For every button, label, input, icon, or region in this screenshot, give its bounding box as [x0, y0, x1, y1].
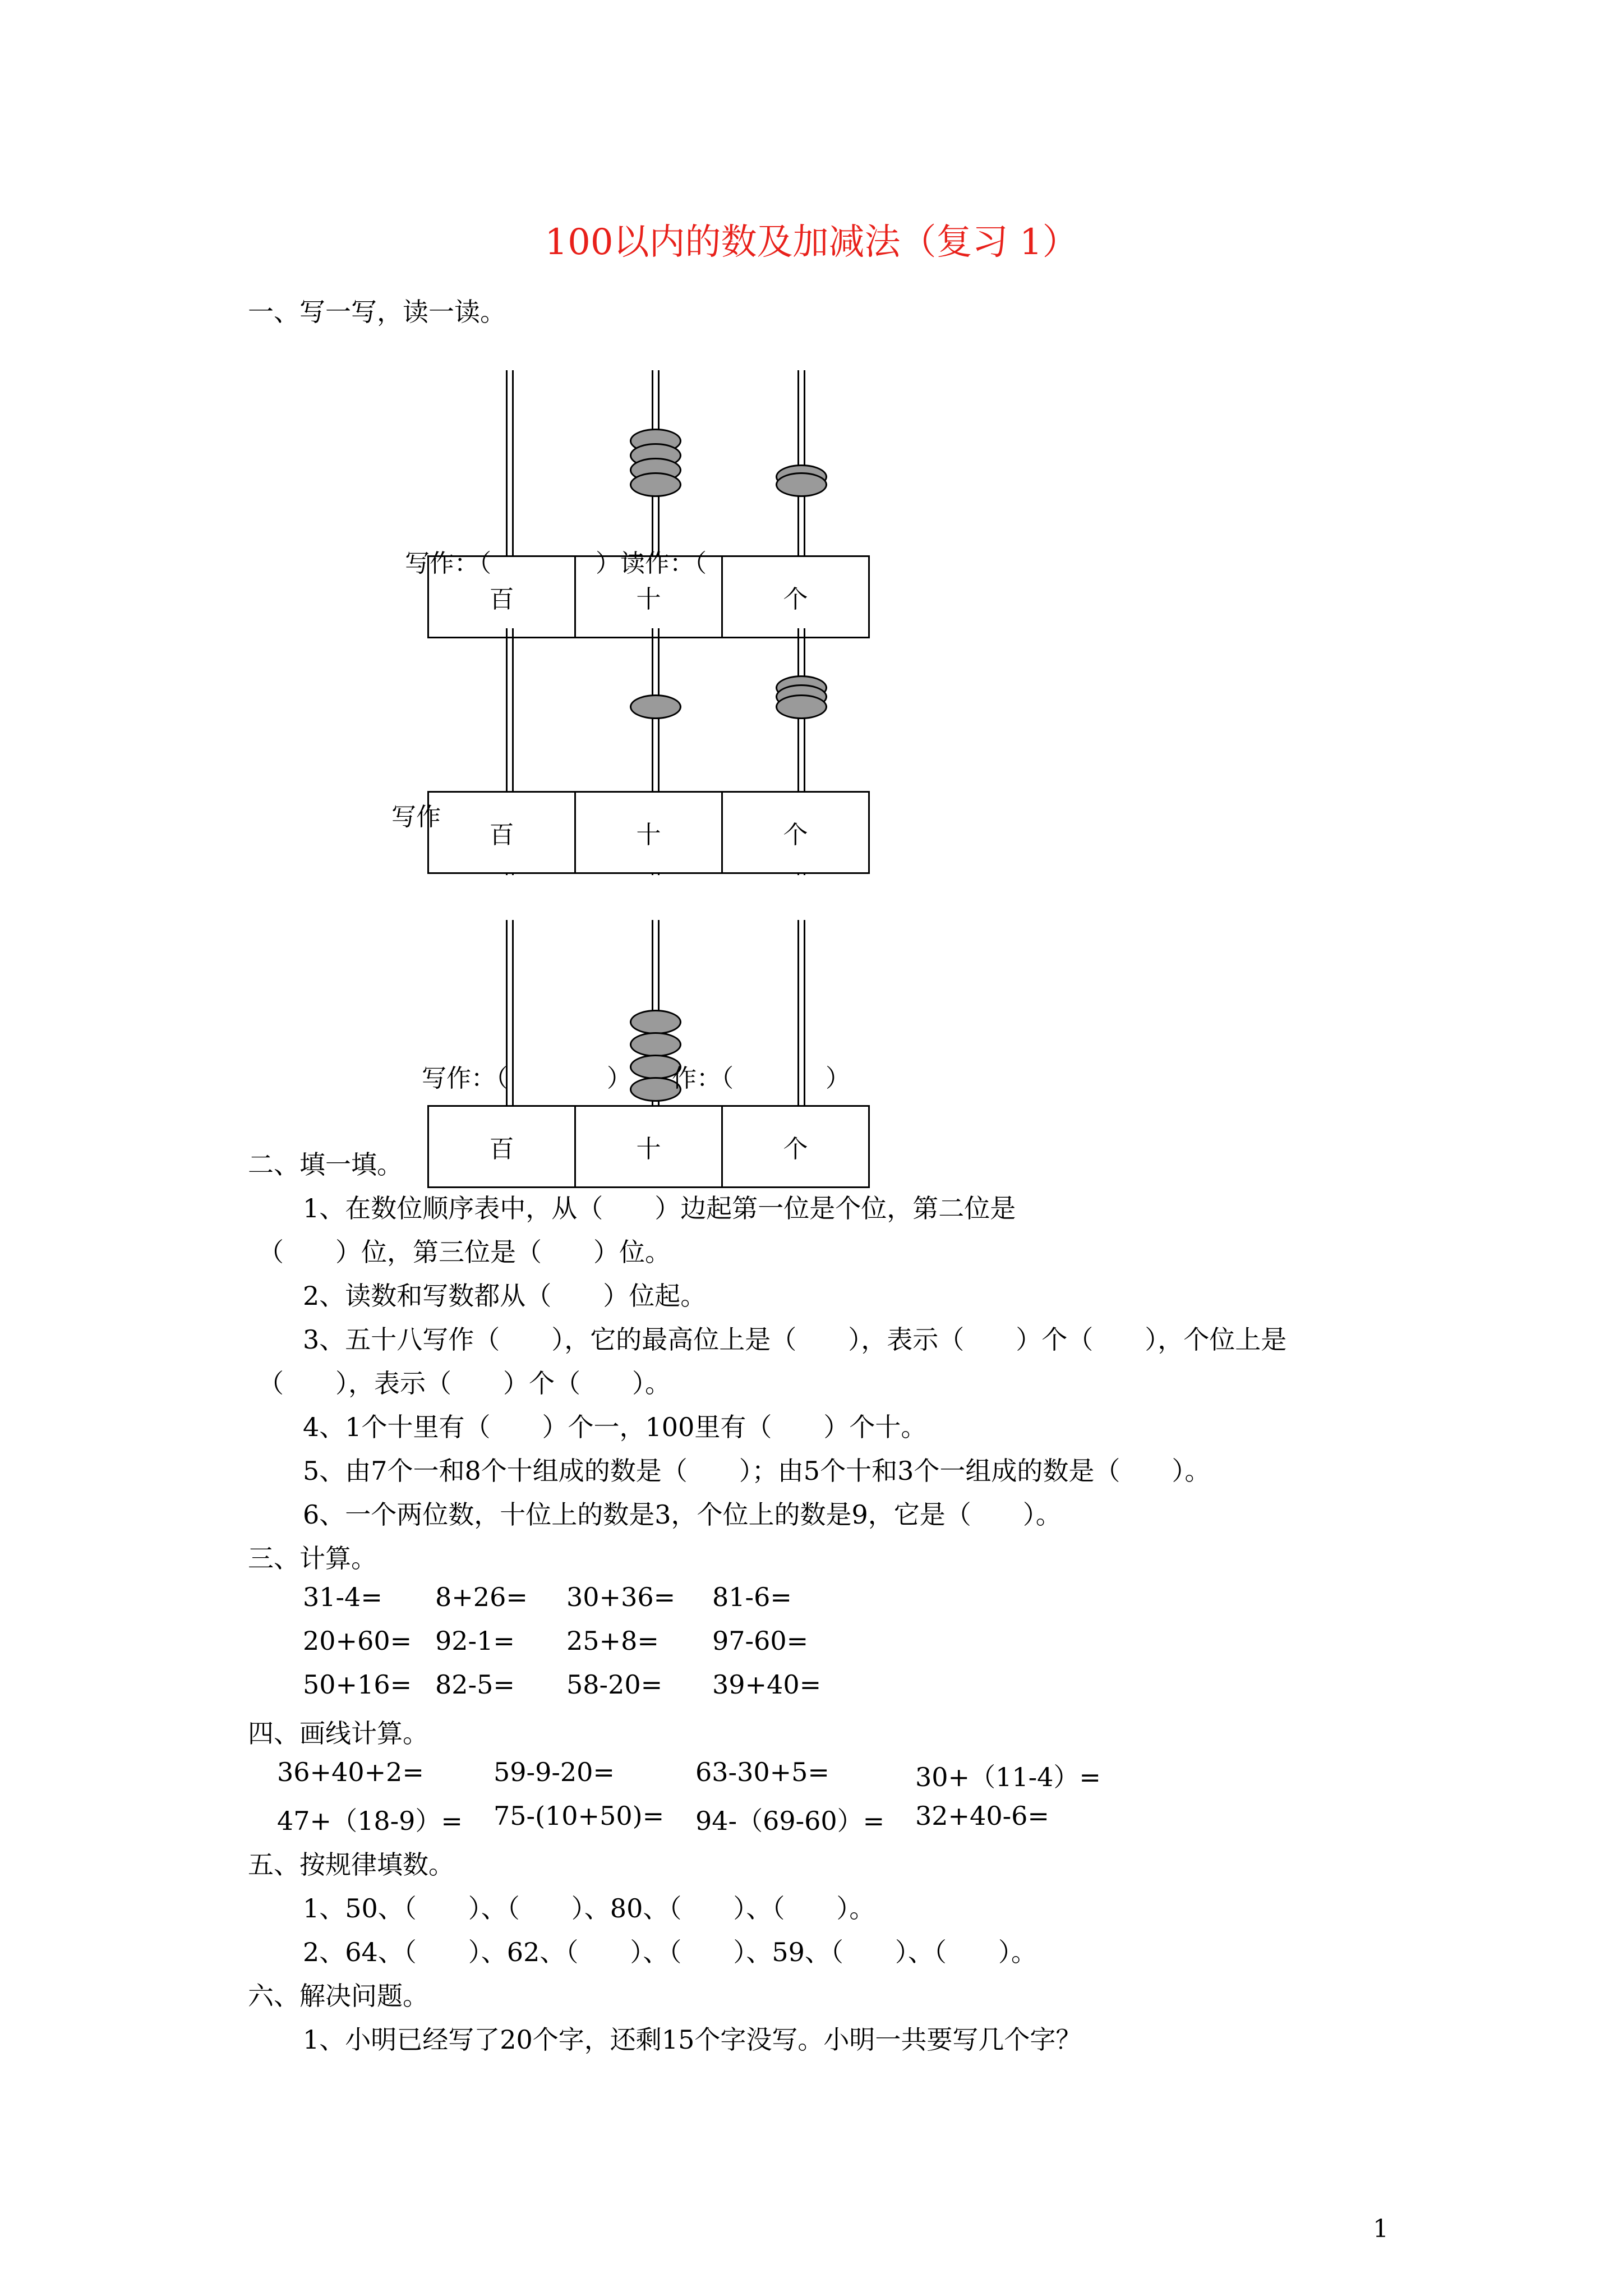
pattern-item-1: 1、50、（ ）、（ ）、80、（ ）、（ ）。	[303, 1893, 875, 1924]
bead	[630, 1032, 681, 1057]
abacus-2	[427, 628, 988, 875]
section6-heading: 六、解决问题。	[248, 1981, 428, 2011]
fill-item-3a: 3、五十八写作（ ），它的最高位上是（ ），表示（ ）个（ ），个位上是	[303, 1324, 1287, 1355]
section1-heading: 一、写一写，读一读。	[248, 297, 506, 327]
bead	[776, 472, 827, 497]
calc-cell: 97-60=	[712, 1626, 809, 1656]
calc-cell: 20+60=	[303, 1626, 412, 1656]
column-hundreds: 百	[427, 791, 576, 874]
caption-write-3: 写作：（	[422, 1064, 508, 1093]
caption-read-3: 作：（	[672, 1064, 734, 1093]
rod-ones	[797, 920, 805, 1105]
page-number: 1	[1373, 2215, 1389, 2243]
fill-item-5: 5、由7个一和8个十组成的数是（ ）；由5个十和3个一组成的数是（ ）。	[303, 1456, 1211, 1486]
column-hundreds: 百	[427, 555, 576, 638]
calc-cell: 81-6=	[712, 1582, 792, 1612]
line-calc-cell: 59-9-20=	[494, 1757, 615, 1787]
line-calc-cell: 32+40-6=	[915, 1801, 1049, 1831]
calc-cell: 31-4=	[303, 1582, 382, 1612]
bead	[630, 1010, 681, 1034]
caption-write-2: 写作	[391, 803, 441, 831]
calc-cell: 58-20=	[566, 1669, 663, 1700]
calc-cell: 82-5=	[435, 1669, 515, 1700]
fill-item-1b: （ ）位，第三位是（ ）位。	[258, 1237, 671, 1267]
calc-cell: 39+40=	[712, 1669, 822, 1700]
line-calc-cell: 30+（11-4）=	[915, 1762, 1101, 1792]
fill-item-1a: 1、在数位顺序表中，从（ ）边起第一位是个位，第二位是	[303, 1193, 1016, 1223]
caption-read-close-3: ）	[826, 1064, 850, 1093]
calc-cell: 25+8=	[566, 1626, 659, 1656]
caption-close-3: ）	[607, 1064, 631, 1093]
line-calc-cell: 75-(10+50)=	[494, 1801, 665, 1831]
column-tens: 十	[574, 1105, 723, 1188]
fill-item-3b: （ ），表示（ ）个（ ）。	[258, 1368, 671, 1398]
fill-item-6: 6、一个两位数，十位上的数是3，个位上的数是9，它是（ ）。	[303, 1499, 1062, 1530]
caption-read-1: ）读作：（	[596, 549, 707, 578]
abacus-1	[427, 370, 988, 639]
abacus-3	[427, 920, 988, 1189]
bead	[630, 472, 681, 497]
bead	[630, 694, 681, 719]
line-calc-cell: 36+40+2=	[277, 1757, 424, 1787]
bead	[776, 694, 827, 719]
section4-heading: 四、画线计算。	[248, 1718, 428, 1749]
section3-heading: 三、计算。	[248, 1543, 377, 1573]
line-calc-cell: 63-30+5=	[695, 1757, 829, 1787]
pattern-item-2: 2、64、（ ）、62、（ ）、（ ）、59、（ ）、（ ）。	[303, 1937, 1037, 1967]
fill-item-2: 2、读数和写数都从（ ）位起。	[303, 1281, 707, 1311]
fill-item-4: 4、1个十里有（ ）个一，100里有（ ）个十。	[303, 1412, 927, 1442]
column-tens: 十	[574, 555, 723, 638]
caption-write-1: 写作：（	[405, 549, 491, 578]
calc-cell: 30+36=	[566, 1582, 676, 1612]
page-title: 100以内的数及加减法（复习 1）	[545, 222, 1078, 263]
calc-cell: 92-1=	[435, 1626, 515, 1656]
section2-heading: 二、填一填。	[248, 1149, 403, 1180]
problem-item-1: 1、小明已经写了20个字，还剩15个字没写。小明一共要写几个字？	[303, 2024, 1082, 2055]
calc-cell: 50+16=	[303, 1669, 412, 1700]
column-ones: 个	[721, 791, 870, 874]
calc-cell: 8+26=	[435, 1582, 528, 1612]
column-tens: 十	[574, 791, 723, 874]
section5-heading: 五、按规律填数。	[248, 1849, 454, 1880]
column-ones: 个	[721, 1105, 870, 1188]
column-ones: 个	[721, 555, 870, 638]
line-calc-cell: 94-（69-60）=	[695, 1806, 885, 1836]
line-calc-cell: 47+（18-9）=	[277, 1806, 463, 1836]
column-hundreds: 百	[427, 1105, 576, 1188]
